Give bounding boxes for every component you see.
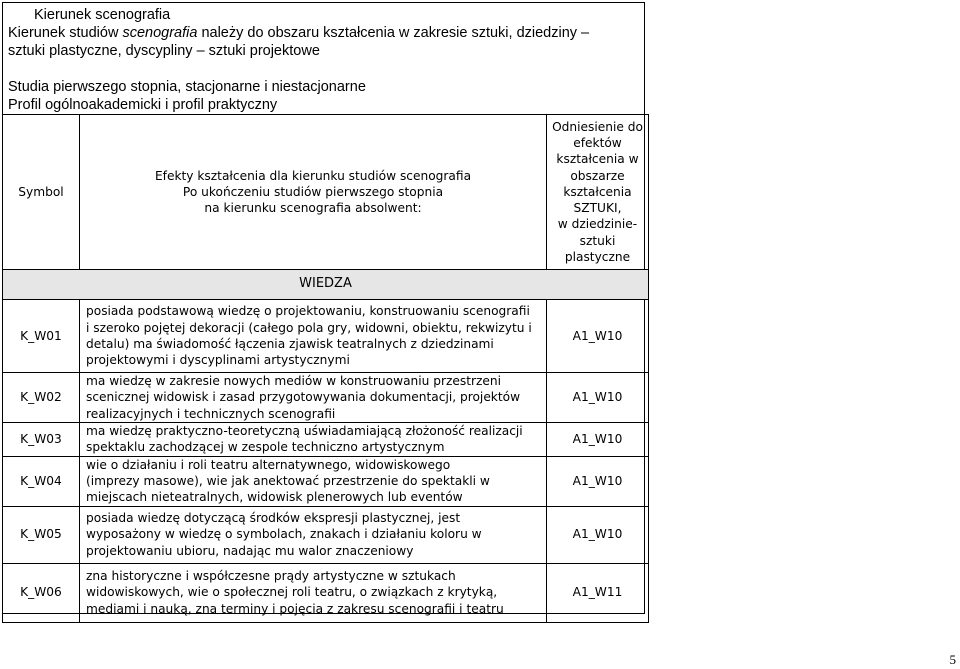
effects-header-line: Po ukończeniu studiów pierwszego stopnia [182,184,444,199]
description-line: ma wiedzę praktyczno-teoretyczną uświadamiającą złożoność realizacji [86,424,523,438]
page-number: 5 [949,652,956,667]
effects-header [80,115,547,270]
description-line: wyposażony w wiedzę o symbolach, znakach i działaniu koloru w [86,527,482,542]
description-line: wie o działaniu i roli teatru alternatywnego, widowiskowego [86,457,451,472]
table-row [3,300,649,373]
description-line: posiada wiedzę dotyczącą środków ekspresji plastycznej, jest [86,511,461,526]
reference-header-line: w dziedzinie- [557,217,638,232]
description-line: spektaklu zachodzącej w zespole techniczno artystycznym [86,440,445,455]
table-row [3,506,649,563]
outcome-reference: A1_W10 [547,506,649,563]
section-title: WIEDZA [3,270,649,300]
description-line: projektowymi i dyscyplinami artystycznymi [86,353,350,368]
reference-header-line: obszarze [570,168,625,183]
study-level: Studia pierwszego stopnia, stacjonarne i niestacjonarne [8,79,366,95]
intro-program-name: scenografia [122,25,198,41]
outcome-description [80,563,547,622]
reference-header-line: efektów [573,135,622,150]
table-row [3,456,649,506]
reference-header-line: plastyczne [564,250,631,265]
description-line: ma wiedzę w zakresie nowych mediów w konstruowaniu przestrzeni [86,374,502,389]
outcome-description [80,456,547,506]
outcome-description [80,506,547,563]
outcome-description [80,373,547,423]
reference-header-line: kształcenia [563,184,632,199]
description-line: i szeroko pojętej dekoracji (całego pola gry, widowni, obiektu, rekwizytu i [86,320,532,335]
outcome-symbol: K_W01 [3,300,80,373]
description-line: (imprezy masowe), wie jak anektować przestrzenie do spektakli w [86,473,490,488]
intro-text-start: Kierunek studiów [8,25,123,41]
description-line: scenicznej widowisk i zasad przygotowywania dokumentacji, projektów [86,390,521,405]
outcome-reference: A1_W10 [547,373,649,423]
outcome-symbol: K_W02 [3,373,80,423]
symbol-header: Symbol [3,115,80,270]
outcome-symbol: K_W06 [3,563,80,622]
description-line: widowiskowych, wie o społecznej roli teatru, o związkach z krytyką, [86,585,498,600]
table-row [3,423,649,457]
reference-header-line: Odniesienie do [552,119,643,134]
description-line: mediami i nauką, zna terminy i pojęcia z zakresu scenografii i teatru [86,601,504,616]
study-profile: Profil ogólnoakademicki i profil praktyczny [8,97,278,113]
intro-line-2: sztuki plastyczne, dyscypliny – sztuki projektowe [8,43,320,59]
document-header [2,2,645,114]
reference-header-line: kształcenia w [556,152,639,167]
section-row [3,270,649,300]
outcome-symbol: K_W05 [3,506,80,563]
description-line: posiada podstawową wiedzę o projektowaniu, konstruowaniu scenografii [86,304,530,319]
effects-header-line: Efekty kształcenia dla kierunku studiów scenografia [154,168,472,183]
outcome-description [80,423,547,457]
outcome-reference: A1_W10 [547,423,649,457]
effects-header-line: na kierunku scenografia absolwent: [204,201,422,216]
table-header-row [3,115,649,270]
description-line: realizacyjnych i technicznych scenografii [86,406,336,421]
outcome-reference: A1_W11 [547,563,649,622]
reference-header-line: sztuki [579,233,616,248]
outcome-symbol: K_W04 [3,456,80,506]
learning-outcomes-table [2,114,649,623]
intro-text-end: należy do obszaru kształcenia w zakresie sztuki, dziedziny – [197,25,590,41]
table-row [3,563,649,622]
description-line: projektowaniu ubioru, nadając mu walor znaczeniowy [86,543,414,558]
description-line: miejscach nieteatralnych, widowisk plenerowych lub eventów [86,490,463,505]
table-row [3,373,649,423]
outcome-symbol: K_W03 [3,423,80,457]
description-line: detalu) ma świadomość łączenia zjawisk teatralnych z dziedzinami [86,337,494,351]
outcome-description [80,300,547,373]
outcome-reference: A1_W10 [547,300,649,373]
intro-line-1 [8,24,589,42]
description-line: zna historyczne i współczesne prądy artystyczne w sztukach [86,569,456,584]
outcome-reference: A1_W10 [547,456,649,506]
reference-header-line: SZTUKI, [573,201,622,216]
page-title: Kierunek scenografia [34,7,171,23]
reference-header [547,115,649,270]
